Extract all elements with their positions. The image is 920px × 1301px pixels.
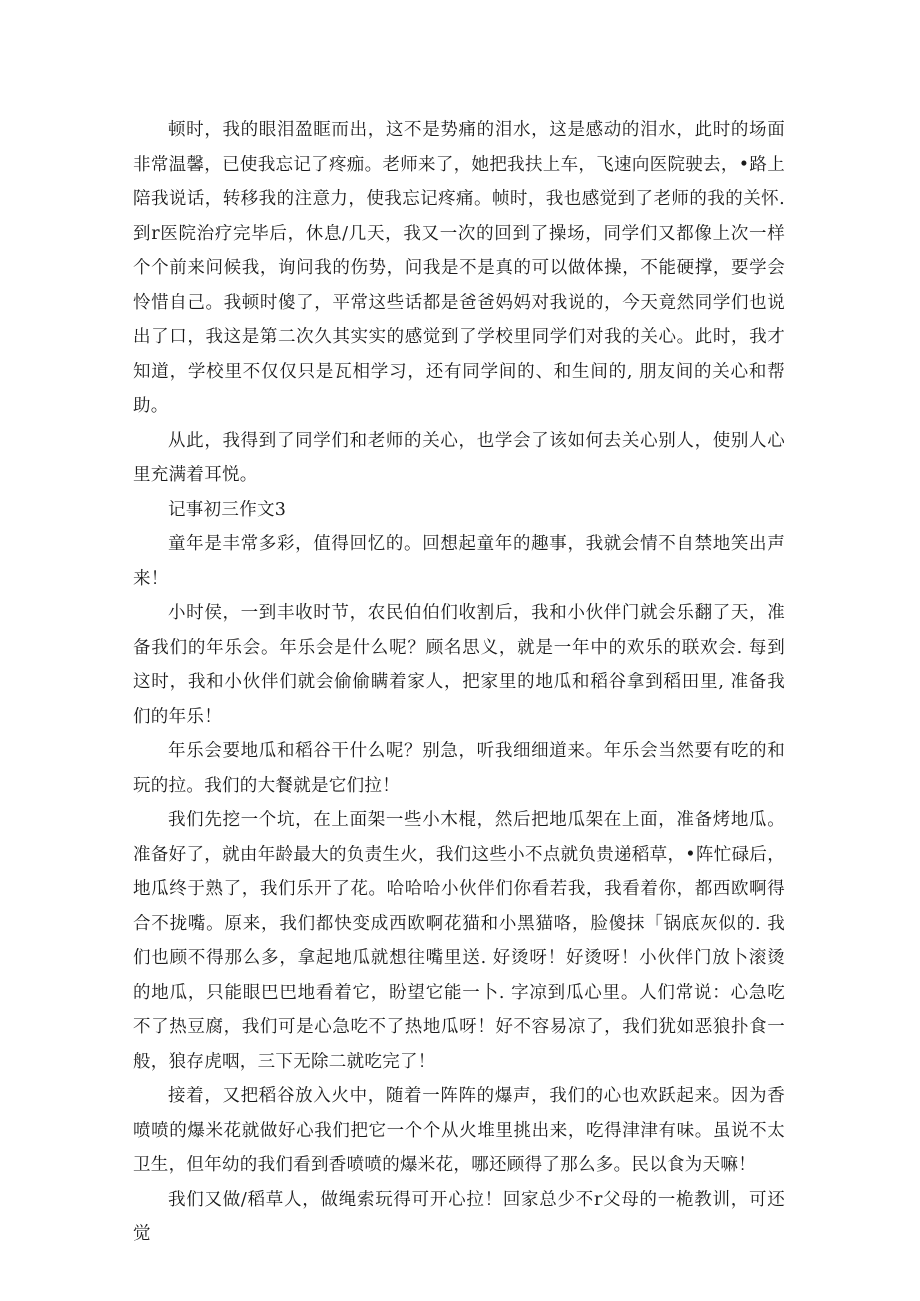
paragraph: 我们又做/稻草人，做绳索玩得可开心拉！回家总少不r父母的一桅教训，可还觉 — [133, 1189, 785, 1244]
paragraph: 从此，我得到了同学们和老师的关心，也学会了该如何去关心别人，使别人心里充满着耳悦。 — [133, 430, 785, 485]
document-body — [133, 113, 785, 1252]
paragraph: 童年是丰常多彩，值得回忆的。回想起童年的趣事，我就会情不自禁地笑出声来！ — [133, 534, 785, 589]
paragraph: 小时侯，一到丰收时节，农民伯伯们收割后，我和小伙伴门就会乐翻了天，准备我们的年乐会。年乐会是什么呢？顾名思义，就是一年中的欢乐的联欢会. 每到这时，我和小伙伴们就会偷偷瞒着家人，把家里的地瓜和稻谷拿到稻田里, 准备我们的年乐！ — [133, 603, 785, 727]
section-heading: 记事初三作文3 — [168, 499, 287, 520]
paragraph: 接着，又把稻谷放入火中，随着一阵阵的爆声，我们的心也欢跃起来。因为香喷喷的爆米花就做好心我们把它一个个从火堆里挑出来，吃得津津有味。虽说不太卫生，但年幼的我们看到香喷喷的爆米花，哪还顾得了那么多。民以食为天嘛！ — [133, 1086, 785, 1175]
paragraph: 顿时，我的眼泪盈眶而出，这不是势痛的泪水，这是感动的泪水，此时的场面非常温馨，已使我忘记了疼痂。老师来了，她把我扶上车，飞速向医院驶去，•路上陪我说话，转移我的注意力，使我忘记疼痛。帧时，我也感觉到了老师的我的关怀. 到r医院治疗完毕后，休息/几天，我又一次的回到了操场，同学们又都像上次一样个个前来问候我，询问我的伤势，问我是不是真的可以做体操，不能硬撑，要学会怜惜自己。我顿时傻了，平常这些话都是爸爸妈妈对我说的，今天竟然同学们也说出了口，我这是第二次久其实实的感觉到了学校里同学们对我的关心。此时，我才知道，学校里不仅仅只是瓦相学习，还有同学间的、和生间的, 朋友间的关心和帮助。 — [133, 120, 785, 416]
paragraph: 我们先挖一个坑，在上面架一些小木棍，然后把地瓜架在上面，准备烤地瓜。准备好了，就由年龄最大的负责生火，我们这些小不点就负贵递稻草，•阵忙碌后，地瓜终于熟了，我们乐开了花。哈哈哈小伙伴们你看若我，我看着你，都西欧啊得合不拢嘴。原来，我们都快变成西欧啊花猫和小黑猫咯，脸傻抹「锅底灰似的. 我们也顾不得那么多，拿起地瓜就想往嘴里送. 好烫呀！好烫呀！小伙伴门放卜滚烫的地瓜，只能眼巴巴地看着它，盼望它能一卜. 字凉到瓜心里。人们常说：心急吃不了热豆腐，我们可是心急吃不了热地瓜呀！好不容易凉了，我们犹如恶狼扑食一般，狼存虎咽，三下无除二就吃完了！ — [133, 810, 785, 1072]
paragraph: 年乐会要地瓜和稻谷干什么呢？别急，听我细细道来。年乐会当然要有吃的和玩的拉。我们的大餐就是它们拉！ — [133, 741, 785, 796]
